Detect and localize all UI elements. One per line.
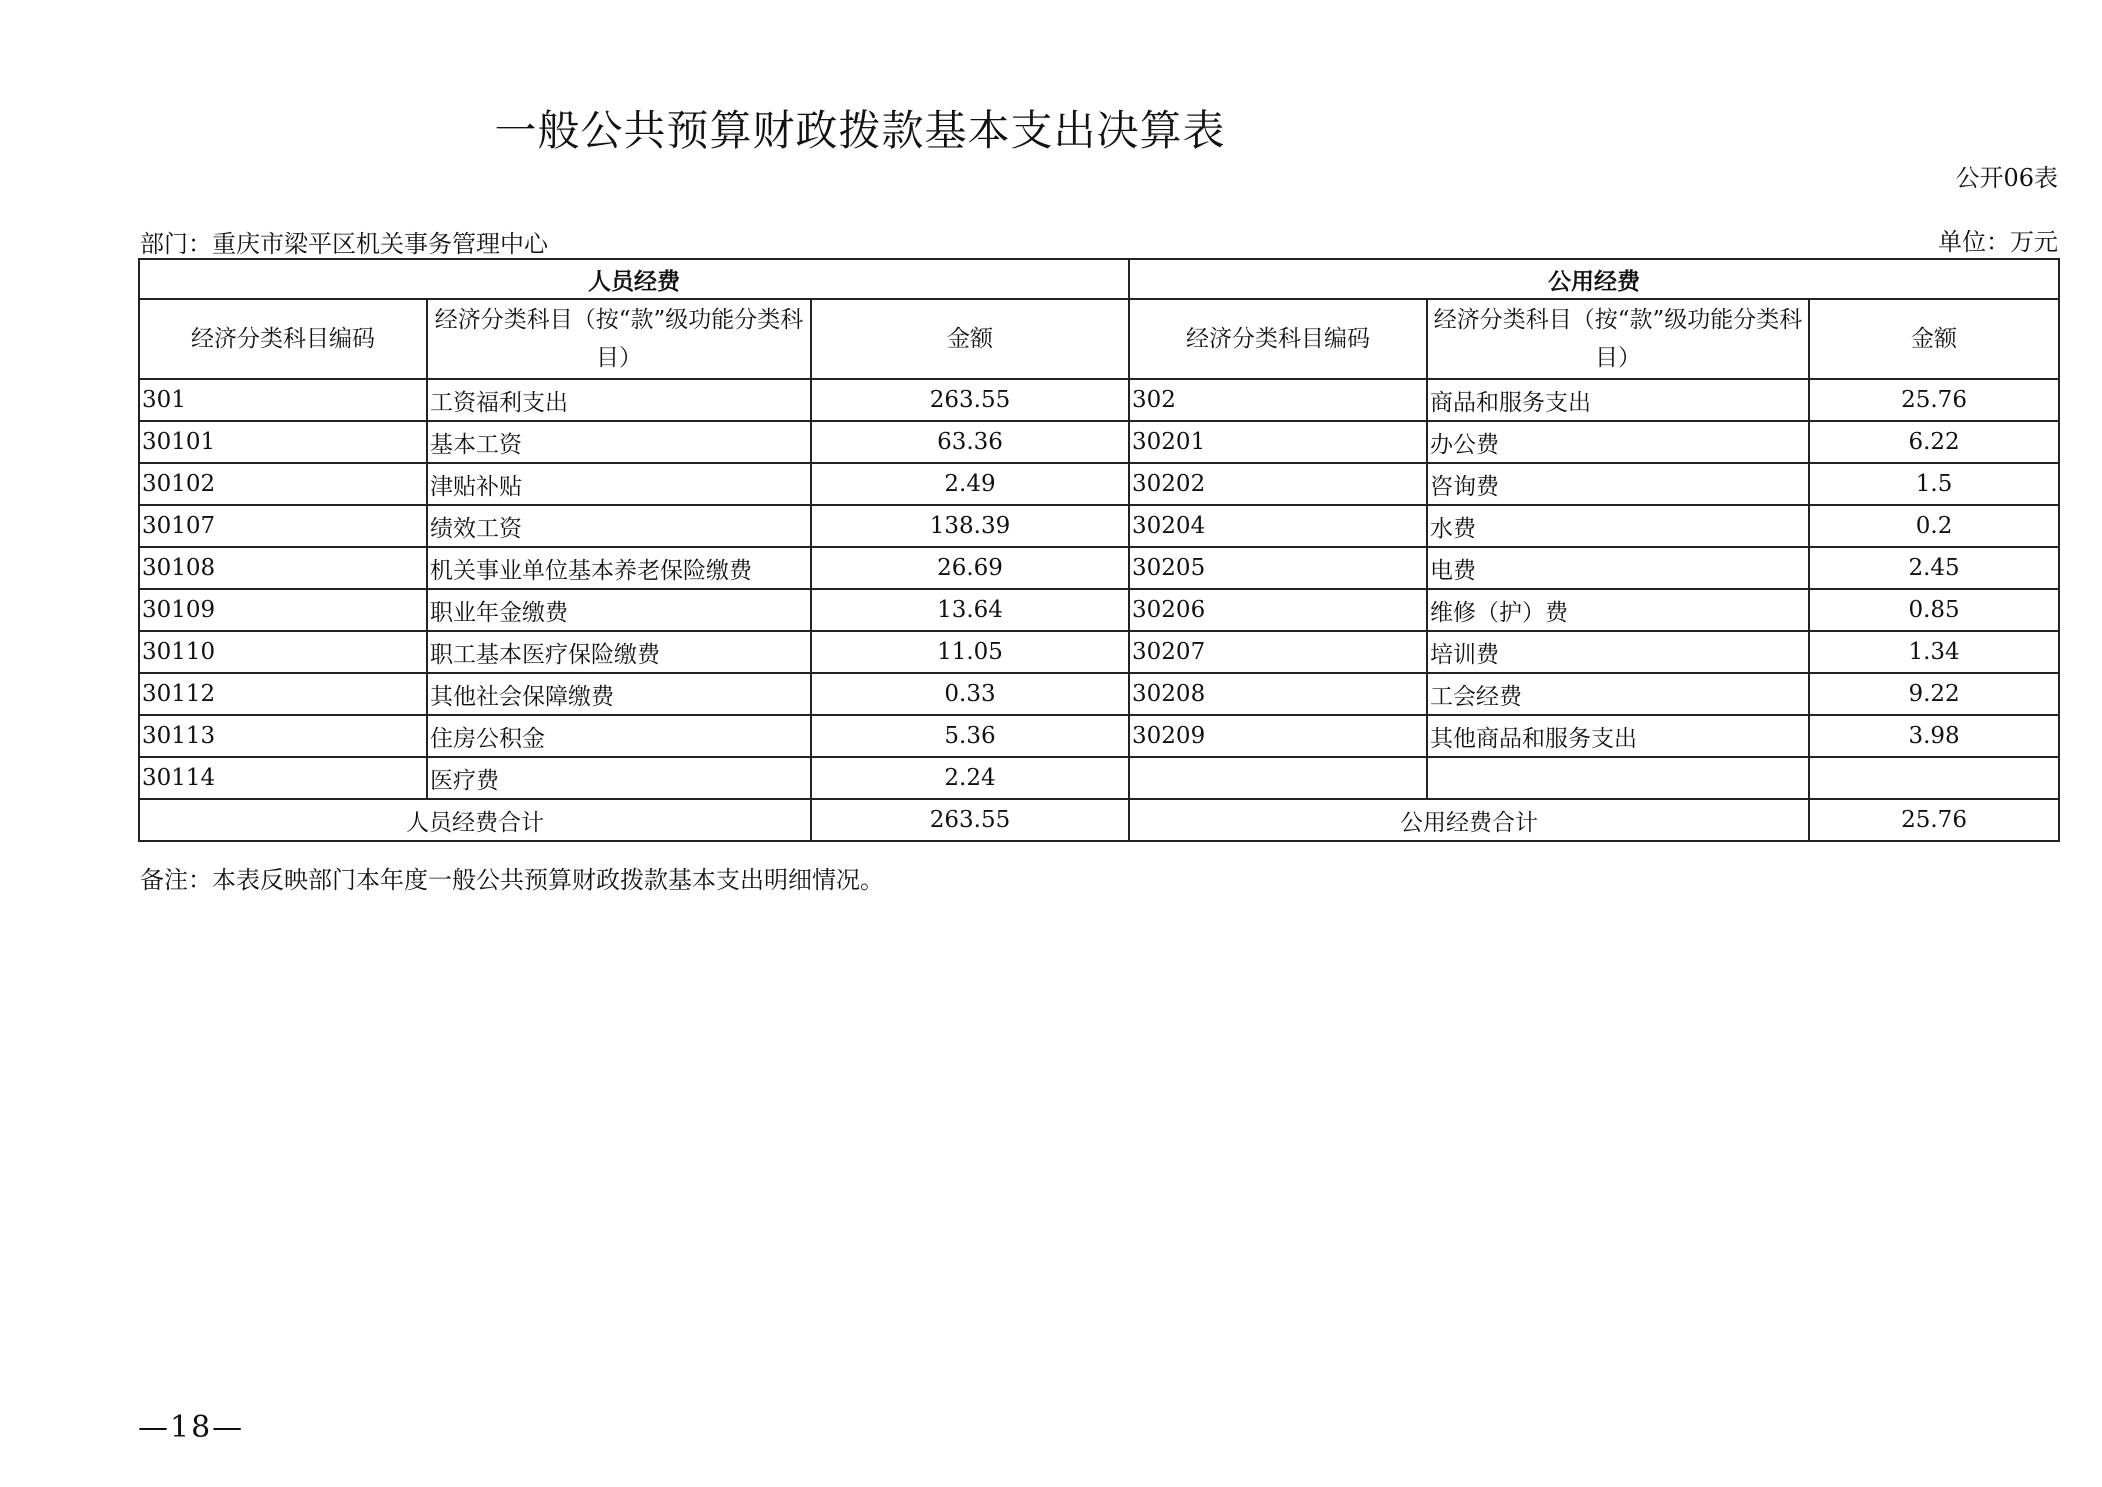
table-row — [139, 757, 2059, 799]
personnel-amount-cell: 11.05 — [811, 631, 1129, 673]
personnel-total-label: 人员经费合计 — [139, 799, 811, 841]
table-note: 备注：本表反映部门本年度一般公共预算财政拨款基本支出明细情况。 — [140, 866, 884, 894]
public-code-cell: 30202 — [1129, 463, 1427, 505]
personnel-amount-header: 金额 — [811, 299, 1129, 379]
personnel-amount-cell: 5.36 — [811, 715, 1129, 757]
public-amount-cell: 6.22 — [1809, 421, 2059, 463]
personnel-name-cell: 其他社会保障缴费 — [427, 673, 811, 715]
public-code-cell: 30201 — [1129, 421, 1427, 463]
personnel-name-cell: 工资福利支出 — [427, 379, 811, 421]
public-total-label: 公用经费合计 — [1129, 799, 1809, 841]
public-name-cell: 商品和服务支出 — [1427, 379, 1809, 421]
column-header-row — [139, 299, 2059, 379]
public-code-cell: 30205 — [1129, 547, 1427, 589]
public-name-cell: 维修（护）费 — [1427, 589, 1809, 631]
public-group-header: 公用经费 — [1129, 259, 2059, 299]
table-row — [139, 505, 2059, 547]
public-total-amount: 25.76 — [1809, 799, 2059, 841]
public-amount-cell: 25.76 — [1809, 379, 2059, 421]
personnel-code-cell: 30112 — [139, 673, 427, 715]
table-row — [139, 715, 2059, 757]
personnel-name-cell: 医疗费 — [427, 757, 811, 799]
public-amount-cell: 3.98 — [1809, 715, 2059, 757]
personnel-amount-cell: 0.33 — [811, 673, 1129, 715]
public-name-header: 经济分类科目（按“款”级功能分类科目） — [1427, 299, 1809, 379]
public-amount-header: 金额 — [1809, 299, 2059, 379]
public-code-cell: 30207 — [1129, 631, 1427, 673]
personnel-code-header: 经济分类科目编码 — [139, 299, 427, 379]
personnel-code-cell: 30113 — [139, 715, 427, 757]
public-name-cell: 水费 — [1427, 505, 1809, 547]
personnel-name-cell: 职业年金缴费 — [427, 589, 811, 631]
public-name-cell — [1427, 757, 1809, 799]
public-amount-cell: 0.2 — [1809, 505, 2059, 547]
public-amount-cell: 1.5 — [1809, 463, 2059, 505]
personnel-name-cell: 绩效工资 — [427, 505, 811, 547]
personnel-group-header: 人员经费 — [139, 259, 1129, 299]
personnel-amount-cell: 63.36 — [811, 421, 1129, 463]
public-code-header: 经济分类科目编码 — [1129, 299, 1427, 379]
personnel-code-cell: 30108 — [139, 547, 427, 589]
public-name-cell: 培训费 — [1427, 631, 1809, 673]
public-name-cell: 电费 — [1427, 547, 1809, 589]
personnel-code-cell: 30110 — [139, 631, 427, 673]
public-amount-cell: 1.34 — [1809, 631, 2059, 673]
personnel-name-cell: 职工基本医疗保险缴费 — [427, 631, 811, 673]
table-row — [139, 589, 2059, 631]
unit-label: 单位：万元 — [1938, 228, 2058, 256]
public-code-cell: 302 — [1129, 379, 1427, 421]
personnel-amount-cell: 2.49 — [811, 463, 1129, 505]
page-title: 一般公共预算财政拨款基本支出决算表 — [494, 106, 1226, 155]
personnel-total-amount: 263.55 — [811, 799, 1129, 841]
personnel-amount-cell: 2.24 — [811, 757, 1129, 799]
public-code-cell: 30208 — [1129, 673, 1427, 715]
public-name-cell: 办公费 — [1427, 421, 1809, 463]
table-row — [139, 631, 2059, 673]
personnel-amount-cell: 26.69 — [811, 547, 1129, 589]
personnel-name-cell: 机关事业单位基本养老保险缴费 — [427, 547, 811, 589]
form-number: 公开06表 — [1955, 164, 2058, 192]
table-row — [139, 421, 2059, 463]
personnel-code-cell: 301 — [139, 379, 427, 421]
table-row — [139, 463, 2059, 505]
table-row — [139, 379, 2059, 421]
totals-row — [139, 799, 2059, 841]
personnel-name-cell: 津贴补贴 — [427, 463, 811, 505]
public-code-cell — [1129, 757, 1427, 799]
public-amount-cell: 9.22 — [1809, 673, 2059, 715]
personnel-code-cell: 30107 — [139, 505, 427, 547]
personnel-amount-cell: 263.55 — [811, 379, 1129, 421]
page-number: —18— — [138, 1410, 245, 1445]
personnel-name-header: 经济分类科目（按“款”级功能分类科目） — [427, 299, 811, 379]
public-amount-cell: 0.85 — [1809, 589, 2059, 631]
personnel-name-cell: 住房公积金 — [427, 715, 811, 757]
table-row — [139, 673, 2059, 715]
public-code-cell: 30209 — [1129, 715, 1427, 757]
public-code-cell: 30206 — [1129, 589, 1427, 631]
table-row — [139, 547, 2059, 589]
personnel-code-cell: 30114 — [139, 757, 427, 799]
personnel-amount-cell: 138.39 — [811, 505, 1129, 547]
personnel-amount-cell: 13.64 — [811, 589, 1129, 631]
public-name-cell: 工会经费 — [1427, 673, 1809, 715]
public-amount-cell — [1809, 757, 2059, 799]
personnel-code-cell: 30109 — [139, 589, 427, 631]
personnel-code-cell: 30102 — [139, 463, 427, 505]
public-name-cell: 其他商品和服务支出 — [1427, 715, 1809, 757]
budget-table — [138, 258, 2060, 842]
group-header-row — [139, 259, 2059, 299]
public-name-cell: 咨询费 — [1427, 463, 1809, 505]
personnel-code-cell: 30101 — [139, 421, 427, 463]
public-code-cell: 30204 — [1129, 505, 1427, 547]
public-amount-cell: 2.45 — [1809, 547, 2059, 589]
personnel-name-cell: 基本工资 — [427, 421, 811, 463]
department-label: 部门：重庆市梁平区机关事务管理中心 — [140, 230, 548, 258]
